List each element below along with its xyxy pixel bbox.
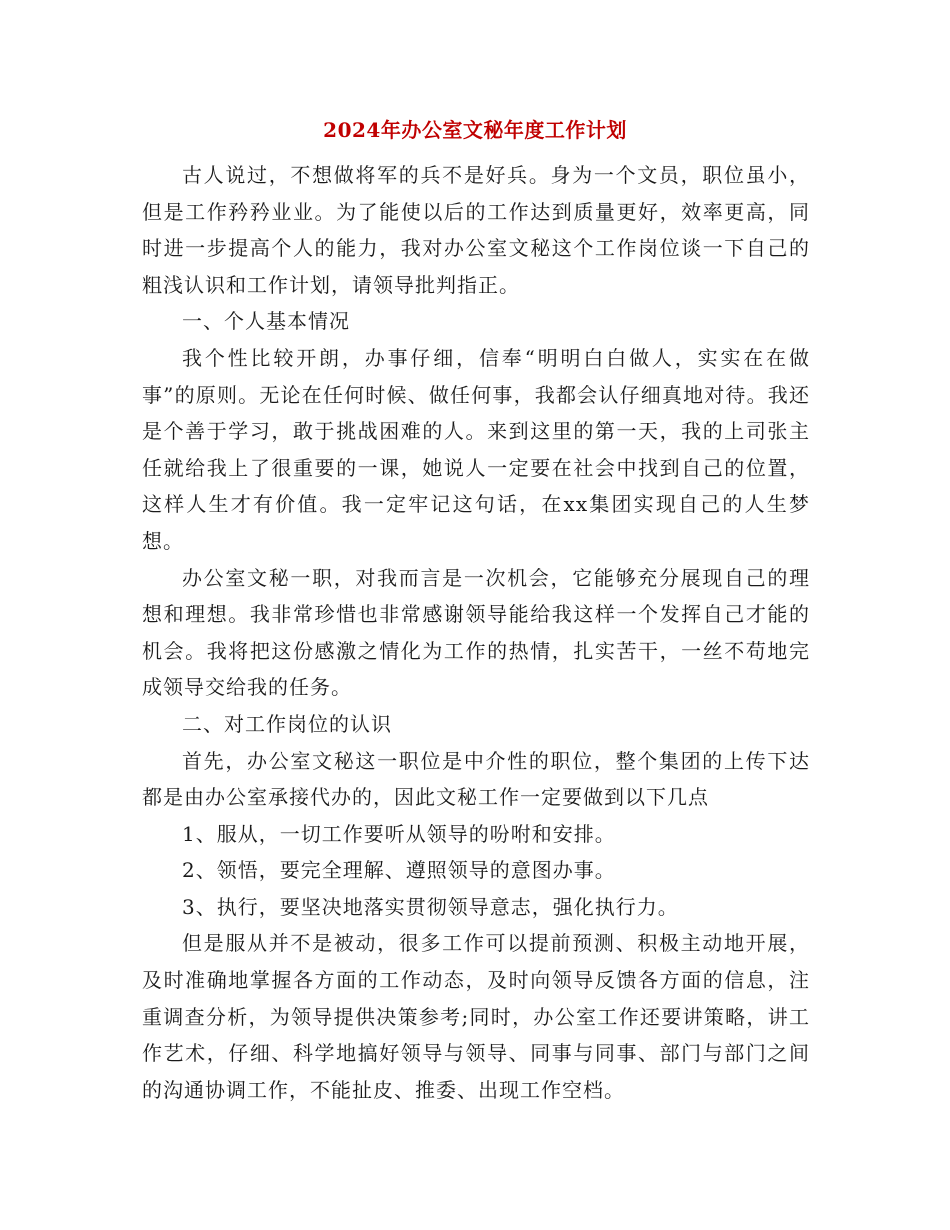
document-title: 2024年办公室文秘年度工作计划 bbox=[323, 118, 627, 142]
paragraph-proactive-work: 但是服从并不是被动，很多工作可以提前预测、积极主动地开展，及时准确地掌握各方面的工作动态，及时向领导反馈各方面的信息，注重调查分析，为领导提供决策参考;同时，办公室工作还要讲策略，讲工作艺术，仔细、科学地搞好领导与领导、同事与同事、部门与部门之间的沟通协调工作，不能扯皮、推委、出现工作空档。 bbox=[142, 931, 810, 1102]
list-item-obey: 1、服从，一切工作要听从领导的吩咐和安排。 bbox=[182, 821, 616, 846]
document-body bbox=[142, 157, 810, 1108]
paragraph-job-role: 首先，办公室文秘这一职位是中介性的职位，整个集团的上传下达都是由办公室承接代办的，因此文秘工作一定要做到以下几点 bbox=[142, 748, 810, 810]
list-item-execute: 3、执行，要坚决地落实贯彻领导意志，强化执行力。 bbox=[182, 894, 679, 919]
section-heading-job-understanding: 二、对工作岗位的认识 bbox=[182, 711, 392, 736]
list-item-comprehend: 2、领悟，要完全理解、遵照领导的意图办事。 bbox=[182, 858, 616, 883]
paragraph-personal-info: 我个性比较开朗，办事仔细，信奉“明明白白做人，实实在在做事”的原则。无论在任何时候、做任何事，我都会认仔细真地对待。我还是个善于学习，敢于挑战困难的人。来到这里的第一天，我的上司张主任就给我上了很重要的一课，她说人一定要在社会中找到自己的位置，这样人生才有价值。我一定牢记这句话，在xx集团实现自己的人生梦想。 bbox=[142, 345, 810, 553]
paragraph-opportunity: 办公室文秘一职，对我而言是一次机会，它能够充分展现自己的理想和理想。我非常珍惜也非常感谢领导能给我这样一个发挥自己才能的机会。我将把这份感激之情化为工作的热情，扎实苦干，一丝不苟地完成领导交给我的任务。 bbox=[142, 565, 810, 700]
section-heading-personal-info: 一、个人基本情况 bbox=[182, 309, 350, 334]
paragraph-intro: 古人说过，不想做将军的兵不是好兵。身为一个文员，职位虽小，但是工作矜矜业业。为了能使以后的工作达到质量更好，效率更高，同时进一步提高个人的能力，我对办公室文秘这个工作岗位谈一下自己的粗浅认识和工作计划，请领导批判指正。 bbox=[142, 163, 810, 297]
